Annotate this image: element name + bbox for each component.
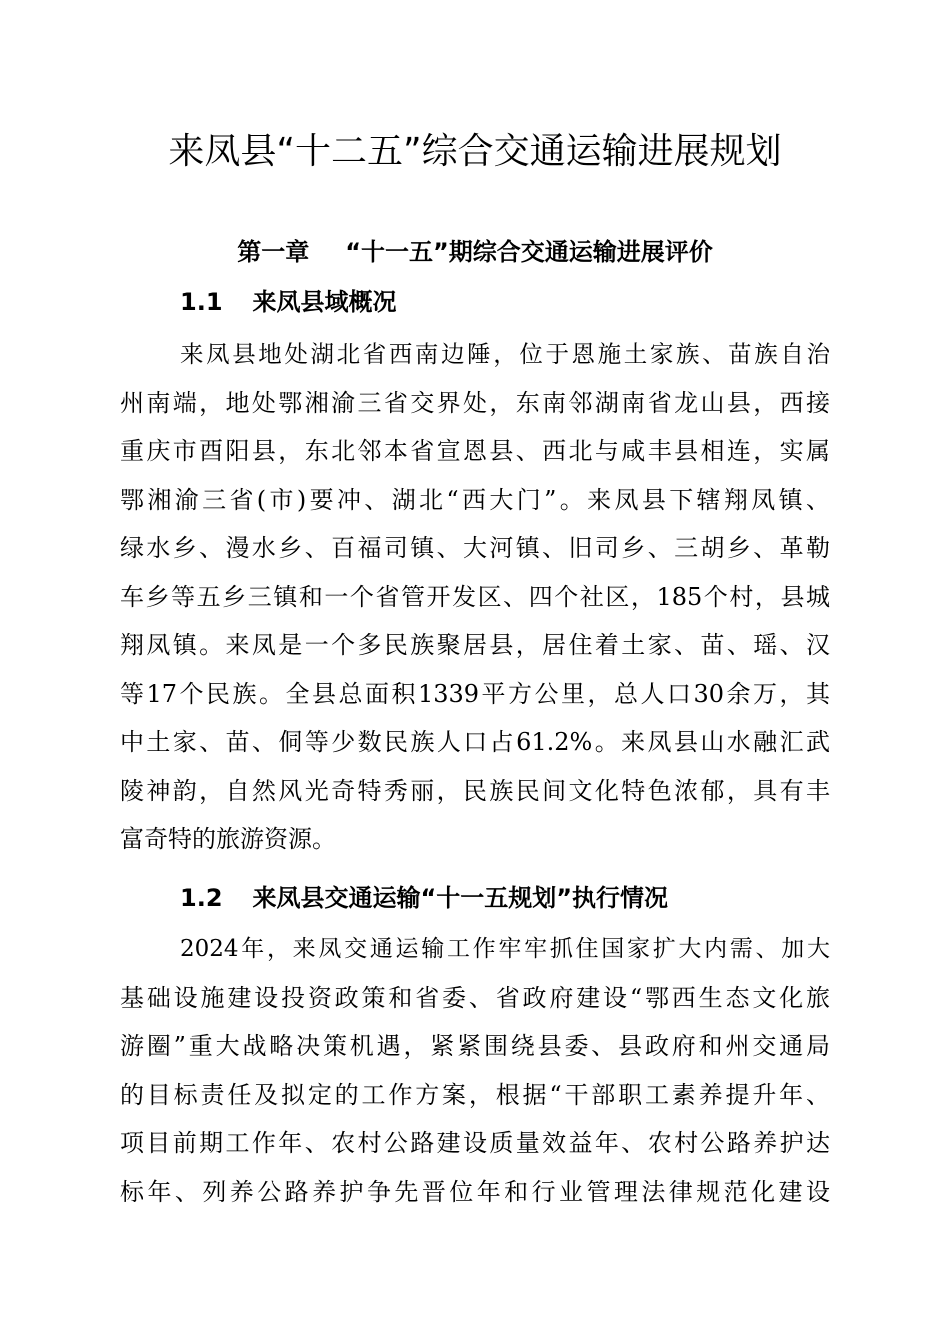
section-1-1-paragraph <box>120 330 830 864</box>
paragraph-line: 州南端，地处鄂湘渝三省交界处，东南邻湖南省龙山县，西接 <box>120 388 830 417</box>
paragraph-line: 富奇特的旅游资源。 <box>120 825 336 853</box>
paragraph-line: 基础设施建设投资政策和省委、省政府建设“鄂西生态文化旅 <box>120 983 830 1012</box>
paragraph-line: 项目前期工作年、农村公路建设质量效益年、农村公路养护达 <box>120 1129 830 1157</box>
paragraph-line: 标年、列养公路养护争先晋位年和行业管理法律规范化建设 <box>120 1177 830 1206</box>
section-title: 来凤县交通运输“十一五规划”执行情况 <box>252 884 669 912</box>
chapter-title: “十一五”期综合交通运输进展评价 <box>345 238 713 266</box>
paragraph-line: 陵神韵，自然风光奇特秀丽，民族民间文化特色浓郁，具有丰 <box>120 776 830 805</box>
document-title: 来凤县“十二五”综合交通运输进展规划 <box>168 131 782 172</box>
section-number: 1.1 <box>180 288 223 316</box>
paragraph-line: 重庆市酉阳县，东北邻本省宣恩县、西北与咸丰县相连，实属 <box>120 437 830 465</box>
paragraph-line: 的目标责任及拟定的工作方案，根据“干部职工素养提升年、 <box>120 1080 830 1109</box>
section-heading-1-2 <box>180 880 668 916</box>
chapter-heading <box>0 234 950 270</box>
paragraph-line: 来凤县地处湖北省西南边陲，位于恩施土家族、苗族自治 <box>180 340 830 368</box>
paragraph-line: 车乡等五乡三镇和一个省管开发区、四个社区，185个村，县城 <box>120 582 830 611</box>
paragraph-line: 鄂湘渝三省(市)要冲、湖北“西大门”。来凤县下辖翔凤镇、 <box>120 485 830 514</box>
section-1-2-paragraph <box>120 925 830 1216</box>
paragraph-line: 翔凤镇。来凤是一个多民族聚居县，居住着土家、苗、瑶、汉 <box>120 631 830 659</box>
paragraph-line: 2024年，来凤交通运输工作牢牢抓住国家扩大内需、加大 <box>180 936 830 962</box>
section-heading-1-1 <box>180 284 397 320</box>
chapter-number: 第一章 <box>237 238 310 266</box>
paragraph-line: 绿水乡、漫水乡、百福司镇、大河镇、旧司乡、三胡乡、革勒 <box>120 534 830 562</box>
section-number: 1.2 <box>180 884 223 912</box>
paragraph-line: 中土家、苗、侗等少数民族人口占61.2%。来凤县山水融汇武 <box>120 728 830 756</box>
section-title: 来凤县域概况 <box>252 288 397 316</box>
paragraph-line: 等17个民族。全县总面积1339平方公里，总人口30余万，其 <box>120 679 830 708</box>
paragraph-line: 游圈”重大战略决策机遇，紧紧围绕县委、县政府和州交通局 <box>120 1032 830 1060</box>
